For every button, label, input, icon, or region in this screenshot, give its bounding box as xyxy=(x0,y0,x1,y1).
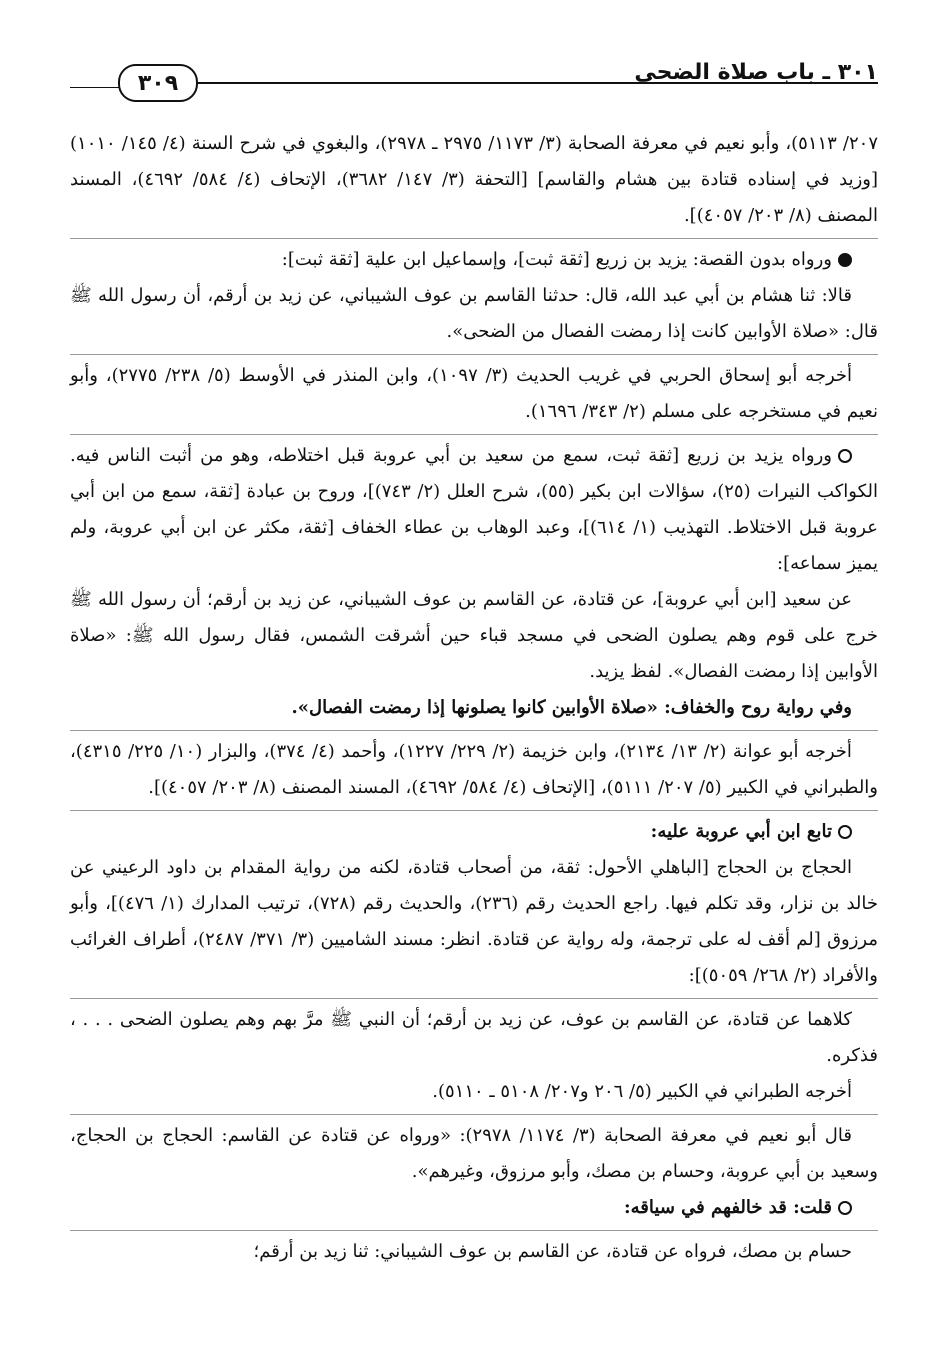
divider xyxy=(70,998,878,999)
divider xyxy=(70,810,878,811)
paragraph: الحجاج بن الحجاج [الباهلي الأحول: ثقة، من أصحاب قتادة، لكنه من رواية المقدام بن داود الرعيني عن خالد بن نزار، وقد تكلم فيها. راجع الحديث رقم (٢٣٦)، والحديث رقم (٧٢٨)، ترتيب المدارك (١/ ٤٧٦)]، وأبو مرزوق [لم أقف له على ترجمة، وله رواية عن قتادة. انظر: مسند الشاميين (٣/ ٣٧١/ ٢٤٨٧)، أطراف الغرائب والأفراد (٢/ ٢٦٨/ ٥٠٥٩)]: xyxy=(70,857,878,986)
paragraph: قالا: ثنا هشام بن أبي عبد الله، قال: حدثنا القاسم بن عوف الشيباني، عن زيد بن أرقم، أن رسول الله ﷺ قال: «صلاة الأوابين كانت إذا رمضت الفصال من الضحى». xyxy=(70,285,878,342)
paragraph xyxy=(70,438,878,582)
paragraph-text: تابع ابن أبي عروبة عليه: xyxy=(650,821,832,842)
header-rule xyxy=(198,82,878,84)
divider xyxy=(70,1230,878,1231)
paragraph-text: ورواه يزيد بن زريع [ثقة ثبت، سمع من سعيد بن أبي عروبة قبل اختلاطه، وهو من أثبت الناس فيه. الكواكب النيرات (٢٥)، سؤالات ابن بكير (٥٥)، شرح العلل (٢/ ٧٤٣)]، وروح بن عبادة [ثقة، سمع من ابن أبي عروبة قبل الاختلاط. التهذيب (١/ ٦١٤)]، وعبد الوهاب بن عطاء الخفاف [ثقة، مكثر عن ابن أبي عروبة، ولم يميز سماعه]: xyxy=(70,445,878,574)
page-number: ٣٠٩ xyxy=(118,64,198,102)
paragraph: عن سعيد [ابن أبي عروبة]، عن قتادة، عن القاسم بن عوف الشيباني، عن زيد بن أرقم؛ أن رسول الله ﷺ خرج على قوم وهم يصلون الضحى في مسجد قباء حين أشرقت الشمس، فقال رسول الله ﷺ: «صلاة الأوابين إذا رمضت الفصال». لفظ يزيد. xyxy=(70,589,878,682)
paragraph: حسام بن مصك، فرواه عن قتادة، عن القاسم بن عوف الشيباني: ثنا زيد بن أرقم؛ xyxy=(253,1241,852,1262)
paragraph: وفي رواية روح والخفاف: «صلاة الأوابين كانوا يصلونها إذا رمضت الفصال». xyxy=(291,697,852,718)
bullet-icon xyxy=(838,1201,852,1215)
divider xyxy=(70,238,878,239)
divider xyxy=(70,730,878,731)
divider xyxy=(70,1114,878,1115)
paragraph-text: قلت: قد خالفهم في سياقه: xyxy=(624,1197,832,1218)
paragraph: كلاهما عن قتادة، عن القاسم بن عوف، عن زيد بن أرقم؛ أن النبي ﷺ مرَّ بهم وهم يصلون الضحى . . . ، فذكره. xyxy=(70,1009,878,1066)
header-rule-left xyxy=(70,87,120,88)
divider xyxy=(70,434,878,435)
bullet-icon xyxy=(838,825,852,839)
chapter-title: ٣٠١ ـ باب صلاة الضحى xyxy=(634,60,878,85)
paragraph: أخرجه أبو إسحاق الحربي في غريب الحديث (٣/ ١٠٩٧)، وابن المنذر في الأوسط (٥/ ٢٣٨/ ٢٧٧٥)، وأبو نعيم في مستخرجه على مسلم (٢/ ٣٤٣/ ١٦٩٦). xyxy=(70,365,878,422)
document-page xyxy=(70,50,878,1350)
page-header xyxy=(70,50,878,94)
paragraph: أخرجه الطبراني في الكبير (٥/ ٢٠٦ و٢٠٧/ ٥١٠٨ ـ ٥١١٠). xyxy=(432,1081,852,1102)
paragraph: ٢٠٧/ ٥١١٣)، وأبو نعيم في معرفة الصحابة (٣/ ١١٧٣/ ٢٩٧٥ ـ ٢٩٧٨)، والبغوي في شرح السنة (٤/ ١٤٥/ ١٠١٠) [وزيد في إسناده قتادة بين هشام والقاسم] [التحفة (٣/ ١٤٧/ ٣٦٨٢)، الإتحاف (٤/ ٥٨٤/ ٤٦٩٢)، المسند المصنف (٨/ ٢٠٣/ ٤٠٥٧)]. xyxy=(70,133,879,226)
divider xyxy=(70,354,878,355)
paragraph: قال أبو نعيم في معرفة الصحابة (٣/ ١١٧٤/ ٢٩٧٨): «ورواه عن قتادة عن القاسم: الحجاج بن الحجاج، وسعيد بن أبي عروبة، وحسام بن مصك، وأبو مرزوق، وغيرهم». xyxy=(70,1125,878,1182)
body-text xyxy=(70,126,878,1270)
bullet-icon xyxy=(838,253,852,267)
paragraph: أخرجه أبو عوانة (٢/ ١٣/ ٢١٣٤)، وابن خزيمة (٢/ ٢٢٩/ ١٢٢٧)، وأحمد (٤/ ٣٧٤)، والبزار (١٠/ ٢٢٥/ ٤٣١٥)، والطبراني في الكبير (٥/ ٢٠٧/ ٥١١١)، [الإتحاف (٤/ ٥٨٤/ ٤٦٩٢)، المسند المصنف (٨/ ٢٠٣/ ٤٠٥٧)]. xyxy=(70,741,878,798)
bullet-icon xyxy=(838,449,852,463)
paragraph-text: ورواه بدون القصة: يزيد بن زريع [ثقة ثبت]، وإسماعيل ابن علية [ثقة ثبت]: xyxy=(281,249,832,270)
paragraph xyxy=(70,814,878,850)
paragraph xyxy=(70,242,878,278)
paragraph xyxy=(70,1190,878,1226)
